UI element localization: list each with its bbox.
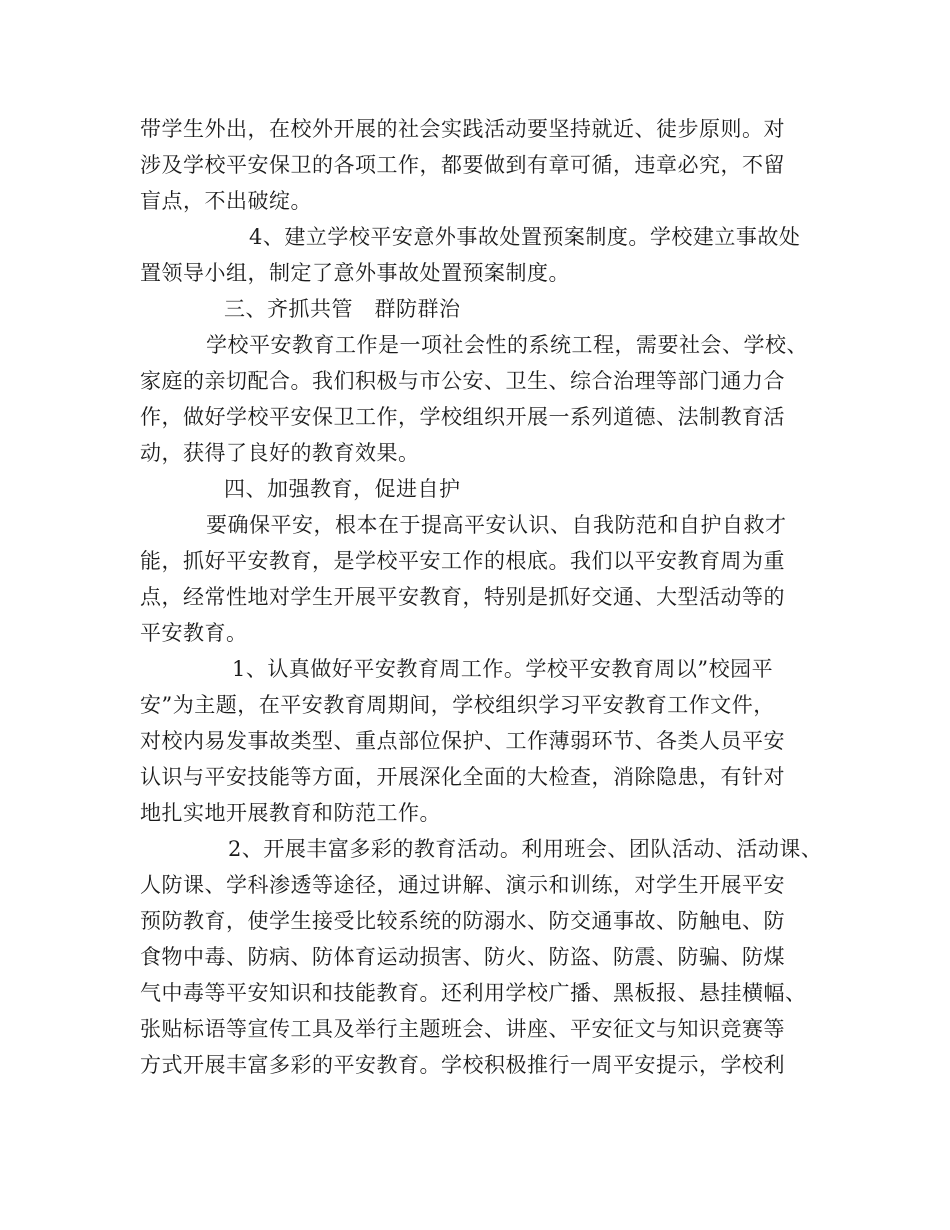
- section-heading: 三、齐抓共管 群防群治: [224, 297, 461, 321]
- text-line: 要确保平安，根本在于提高平安认识、自我防范和自护自救才: [206, 513, 787, 537]
- text-line: 学校平安教育工作是一项社会性的系统工程，需要社会、学校、: [206, 333, 808, 357]
- text-line: 动，获得了良好的教育效果。: [140, 441, 420, 465]
- text-line: 点，经常性地对学生开展平安教育，特别是抓好交通、大型活动等的: [140, 585, 785, 609]
- text-line: 4、建立学校平安意外事故处置预案制度。学校建立事故处: [249, 225, 801, 249]
- text-line: 对校内易发事故类型、重点部位保护、工作薄弱环节、各类人员平安: [140, 729, 785, 753]
- text-line: 张贴标语等宣传工具及举行主题班会、讲座、平安征文与知识竞赛等: [140, 1017, 785, 1041]
- text-line: 认识与平安技能等方面，开展深化全面的大检查，消除隐患，有针对: [140, 765, 785, 789]
- text-line: 2、开展丰富多彩的教育活动。利用班会、团队活动、活动课、: [228, 837, 823, 861]
- text-line: 作，做好学校平安保卫工作，学校组织开展一系列道德、法制教育活: [140, 405, 785, 429]
- text-line: 方式开展丰富多彩的平安教育。学校积极推行一周平安提示，学校利: [140, 1053, 785, 1077]
- text-line: 平安教育。: [140, 621, 248, 645]
- text-line: 能，抓好平安教育，是学校平安工作的根底。我们以平安教育周为重: [140, 549, 785, 573]
- text-line: 预防教育，使学生接受比较系统的防溺水、防交通事故、防触电、防: [140, 909, 785, 933]
- text-line: 地扎实地开展教育和防范工作。: [140, 801, 441, 825]
- text-line: 气中毒等平安知识和技能教育。还利用学校广播、黑板报、悬挂横幅、: [140, 981, 807, 1005]
- text-line: 带学生外出，在校外开展的社会实践活动要坚持就近、徒步原则。对: [140, 117, 785, 141]
- section-heading: 四、加强教育，促进自护: [224, 477, 461, 501]
- text-line: 食物中毒、防病、防体育运动损害、防火、防盗、防震、防骗、防煤: [140, 945, 785, 969]
- text-line: 人防课、学科渗透等途径，通过讲解、演示和训练，对学生开展平安: [140, 873, 785, 897]
- text-line: 家庭的亲切配合。我们积极与市公安、卫生、综合治理等部门通力合: [140, 369, 785, 393]
- text-line: 涉及学校平安保卫的各项工作，都要做到有章可循，违章必究，不留: [140, 153, 785, 177]
- text-line: 盲点，不出破绽。: [140, 189, 312, 213]
- text-line: 1、认真做好平安教育周工作。学校平安教育周以”校园平: [232, 657, 774, 681]
- text-line: 安”为主题，在平安教育周期间，学校组织学习平安教育工作文件，: [140, 693, 775, 717]
- text-line: 置领导小组，制定了意外事故处置预案制度。: [140, 261, 570, 285]
